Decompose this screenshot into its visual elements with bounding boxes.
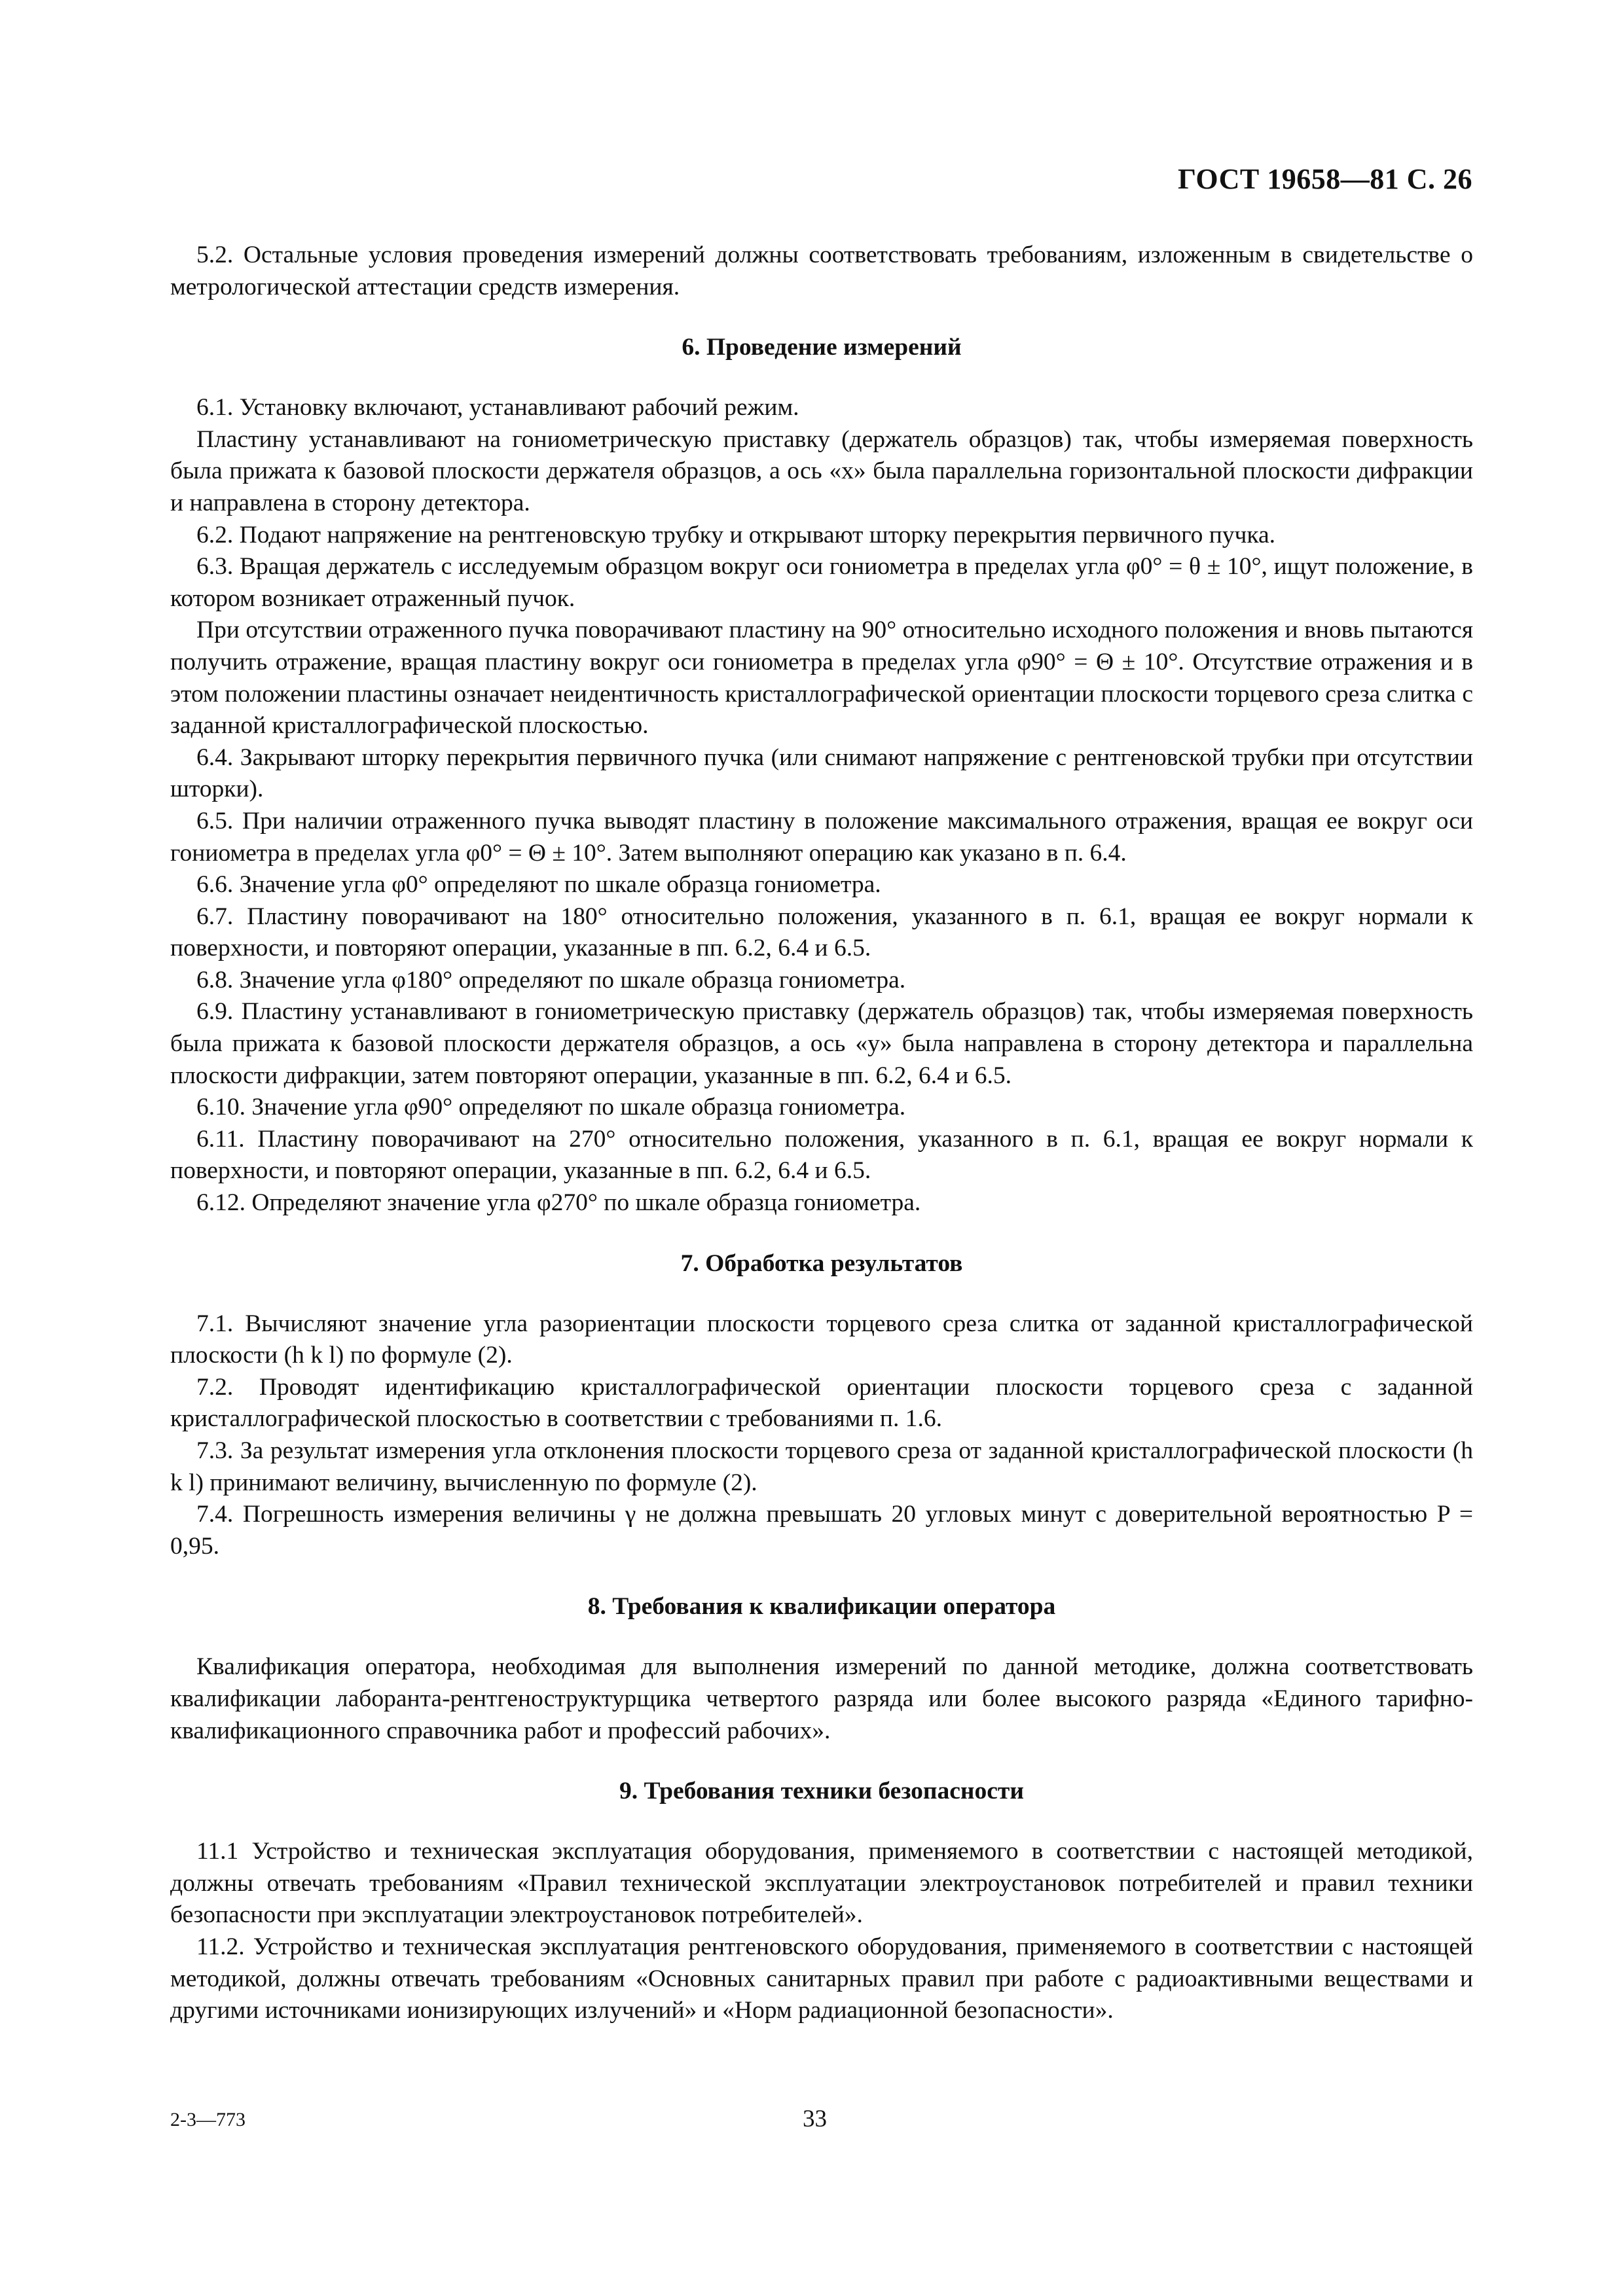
paragraph-7-4: 7.4. Погрешность измерения величины γ не должна превышать 20 угловых минут с доверительной вероятностью P = 0,95. xyxy=(170,1501,1473,1560)
paragraph-6-3: 6.3. Вращая держатель с исследуемым образцом вокруг оси гониометра в пределах угла φ0° = θ ± 10°, ищут положение, в котором возникает отраженный пучок. xyxy=(170,553,1473,612)
paragraph-11-1: 11.1 Устройство и техническая эксплуатация оборудования, применяемого в соответствии с настоящей методикой, должны отвечать требованиям «Правил технической эксплуатации электроустановок потребителей и правил техники безопасности при эксплуатации электроустановок потребителей». xyxy=(170,1838,1473,1929)
paragraph-6-9: 6.9. Пластину устанавливают в гониометрическую приставку (держатель образцов) так, чтобы измеряемая поверхность была прижата к базовой плоскости держателя образцов, а ось «y» была направлена в сторону детектора и параллельна плоскости дифракции, затем повторяют операции, указанные в пп. 6.2, 6.4 и 6.5. xyxy=(170,998,1473,1089)
section-heading-9: 9. Требования техники безопасности xyxy=(619,1778,1024,1805)
paragraph-6-12: 6.12. Определяют значение угла φ270° по шкале образца гониометра. xyxy=(196,1189,921,1217)
page-header: ГОСТ 19658—81 С. 26 xyxy=(1177,163,1472,195)
paragraph-6-6: 6.6. Значение угла φ0° определяют по шкале образца гониометра. xyxy=(196,871,881,899)
paragraph-7-2: 7.2. Проводят идентификацию кристаллографической ориентации плоскости торцевого среза с заданной кристаллографической плоскостью в соответствии с требованиями п. 1.6. xyxy=(170,1373,1473,1433)
footer-code: 2-3—773 xyxy=(170,2109,246,2130)
page-number: 33 xyxy=(803,2106,827,2132)
paragraph-11-2: 11.2. Устройство и техническая эксплуатация рентгеновского оборудования, применяемого в соответствии с настоящей методикой, должны отвечать требованиям «Основных санитарных правил при работе с радиоактивными веществами и другими источниками ионизирующих излучений» и «Норм радиационной безопасности». xyxy=(170,1933,1473,2024)
section-heading-6: 6. Проведение измерений xyxy=(682,334,962,361)
paragraph-6-8: 6.8. Значение угла φ180° определяют по шкале образца гониометра. xyxy=(196,966,906,994)
paragraph-6-7: 6.7. Пластину поворачивают на 180° относительно положения, указанного в п. 6.1, вращая ее вокруг нормали к поверхности, и повторяют операции, указанные в пп. 6.2, 6.4 и 6.5. xyxy=(170,903,1473,962)
paragraph-6-11: 6.11. Пластину поворачивают на 270° относительно положения, указанного в п. 6.1, вращая ее вокруг нормали к поверхности, и повторяют операции, указанные в пп. 6.2, 6.4 и 6.5. xyxy=(170,1125,1473,1185)
paragraph-6-1-detail: Пластину устанавливают на гониометрическую приставку (держатель образцов) так, чтобы измеряемая поверхность была прижата к базовой плоскости держателя образцов, а ось «x» была параллельна горизонтальной плоскости дифракции и направлена в сторону детектора. xyxy=(170,425,1473,516)
paragraph-5-2: 5.2. Остальные условия проведения измерений должны соответствовать требованиям, изложенным в свидетельстве о метрологической аттестации средств измерения. xyxy=(170,242,1473,300)
section-heading-8: 8. Требования к квалификации оператора xyxy=(587,1593,1056,1621)
paragraph-7-1: 7.1. Вычисляют значение угла разориентации плоскости торцевого среза слитка от заданной кристаллографической плоскости (h k l) по формуле (2). xyxy=(170,1310,1473,1369)
paragraph-6-2: 6.2. Подают напряжение на рентгеновскую трубку и открывают шторку перекрытия первичного пучка. xyxy=(196,521,1276,548)
paragraph-6-1: 6.1. Установку включают, устанавливают рабочий режим. xyxy=(196,394,799,422)
paragraph-6-4: 6.4. Закрывают шторку перекрытия первичного пучка (или снимают напряжение с рентгеновской трубки при отсутствии шторки). xyxy=(170,744,1473,803)
paragraph-8: Квалификация оператора, необходимая для выполнения измерений по данной методике, должна соответствовать квалификации лаборанта-рентгеноструктурщика четвертого разряда или более высокого разряда «Единого тарифно-квалификационного справочника работ и профессий рабочих». xyxy=(170,1653,1473,1744)
document-body xyxy=(170,240,1473,2027)
paragraph-6-5: 6.5. При наличии отраженного пучка выводят пластину в положение максимального отражения, вращая ее вокруг оси гониометра в пределах угла φ0° = Θ ± 10°. Затем выполняют операцию как указано в п. 6.4. xyxy=(170,807,1473,867)
paragraph-6-3-detail: При отсутствии отраженного пучка поворачивают пластину на 90° относительно исходного положения и вновь пытаются получить отражение, вращая пластину вокруг оси гониометра в пределах угла φ90° = Θ ± 10°. Отсутствие отражения и в этом положении пластины означает неидентичность кристаллографической ориентации плоскости торцевого среза слитка с заданной кристаллографической плоскостью. xyxy=(170,617,1473,740)
paragraph-7-3: 7.3. За результат измерения угла отклонения плоскости торцевого среза от заданной кристаллографической плоскости (h k l) принимают величину, вычисленную по формуле (2). xyxy=(170,1437,1473,1496)
section-heading-7: 7. Обработка результатов xyxy=(680,1249,963,1277)
paragraph-6-10: 6.10. Значение угла φ90° определяют по шкале образца гониометра. xyxy=(196,1094,906,1121)
